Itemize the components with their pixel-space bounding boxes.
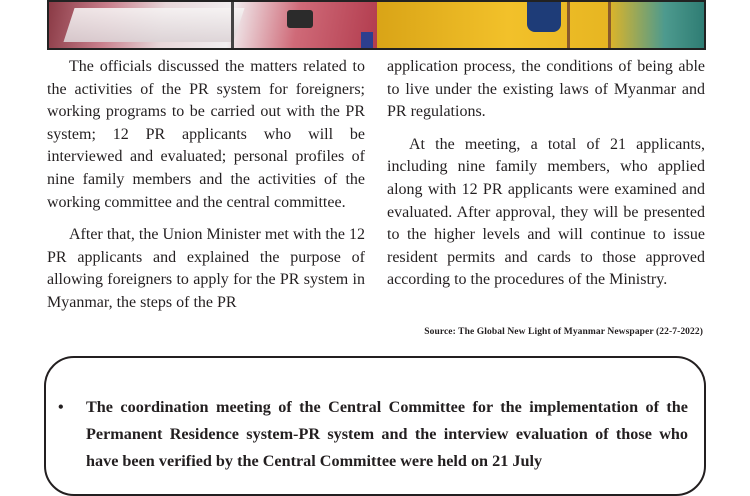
chair-shape	[567, 2, 611, 50]
flag-shape	[361, 32, 373, 48]
telephone-shape	[287, 10, 313, 28]
summary-bullet-text: The coordination meeting of the Central Committee for the implementation of the Permanent Residence system-PR system and the interview evaluation of those who have been verified by the Central Committee were held on 21 July	[86, 398, 688, 471]
summary-bullet-item	[56, 394, 688, 476]
left-paragraph-2: After that, the Union Minister met with the 12 PR applicants and explained the purpose of allowing foreigners to apply for the PR system in Myanmar, the steps of the PR	[47, 226, 365, 311]
applicants-photo	[377, 2, 704, 48]
right-paragraph-1: application process, the conditions of being able to live under the existing laws of Myanmar and PR regulations.	[387, 58, 705, 121]
person-shape	[527, 2, 561, 32]
left-paragraph-1: The officials discussed the matters related to the activities of the PR system for foreigners; working programs to be carried out with the PR system; 12 PR applicants who will be interviewed and evaluated; personal profiles of nine family members and the activities of the working committee and the central committee.	[47, 58, 365, 211]
meeting-room-photo	[49, 2, 377, 48]
microphone-shape	[231, 2, 234, 48]
right-paragraph-2: At the meeting, a total of 21 applicants, including nine family members, who applied along with 12 PR applicants were examined and evaluated. After approval, they will be presented to the higher levels and will continue to issue resident permits and cards to those approved according to the procedures of the Ministry.	[387, 135, 705, 289]
desk-shape	[63, 8, 244, 42]
article-left-column	[47, 56, 365, 325]
source-credit: Source: The Global New Light of Myanmar Newspaper (22-7-2022)	[424, 327, 703, 337]
article-photo-strip	[47, 0, 706, 50]
article-right-column	[387, 56, 705, 302]
bullet-icon: •	[58, 399, 64, 416]
